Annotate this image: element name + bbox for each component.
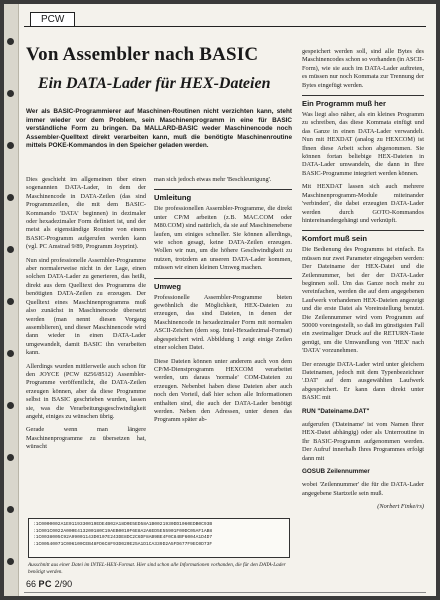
gosub-command: GOSUB Zeilennummer [302,468,370,476]
paragraph: man sich jedoch etwas mehr 'Beschleunigung'. [154,176,272,183]
paragraph: Die Bedienung des Programms ist einfach. Es müssen nur zwei Parameter eingegeben werden: Der Dateiname der HEX-Datei und die Zeilennummer, bei der der DATA-Lader beginnen soll. Um das Ganze noch mehr zu vereinfachen, werden die auf dem angegebenen Laufwerk vorhandenen HEX-Dateien angezeigt und die erste Datei als Voreinstellung benutzt. Die Zeilennummer wird vom Programm auf 50000 voreingestellt, so daß im günstigsten Fall ein zweimaliger Druck auf die RETURN-Taste genügt, um die Umwandlung von 'HEX' nach 'DATA' vorzunehmen. [302,246,424,355]
footer-rule [24,592,426,593]
paragraph: Die professionellen Assembler-Programme, die direkt unter CP/M arbeiten (z.B. MAC.COM oder M80.COM) sind natürlich, da sie auf Maschinenebene laufen, um einiges schneller. Sie können allerdings, wie schon gesagt, keine DATA-Zeilen erzeugen. Wollen wir nun, um die höhere Geschwindigkeit zu nutzen, trotzdem an unseren DATA-Lader kommen, müssen wir einen kleinen Umweg machen. [154,205,292,272]
paragraph: Professionelle Assembler-Programme bieten gewöhnlich die Möglichkeit, HEX-Dateien zu erzeugen, das sind Dateien, in denen der Maschinencode in hexadezimaler Form mit normalen ASCII-Zeichen (dem sog. Intel-Hexadezimal-Format) abgespeichert wird. Abbildung 1 zeigt einige Zeilen einer solchen Datei. [154,293,292,352]
column-3 [302,48,424,517]
section-heading-umweg: Umweg [154,278,292,291]
paragraph: Gerade wenn man längere Maschinenprogramme zu übersetzen hat, wünscht [26,426,146,451]
hex-listing-figure [28,518,290,558]
paragraph: Nun sind professionelle Assembler-Programme aber normalerweise nicht in der Lage, einen solchen DATA-Lader zu generieren, das heißt, direkt aus dem Quelltext des Programms die benötigten DATA-Zeilen zu erzeugen. Der Quelltext eines Maschinenprogramms muß also zunächst in Maschinencode übersetzt werden (man nennt diesen Vorgang assemblieren), und dieser Maschinencode wird dann wieder in einen DATA-Lader umgewandelt, damit BASIC ihn verarbeiten kann. [26,256,146,357]
running-header [24,12,426,27]
run-command: RUN "Dateiname.DAT" [302,407,370,415]
paragraph: Was liegt also näher, als ein kleines Programm zu schreiben, das diese Kommata einfügt und das Ganze in einen DATA-Lader verwandelt. Nun mit HEXDAT (analog zu HEXCOM) ist Ihnen diese Arbeit schon abgenommen. Sie können fortan beliebige HEX-Dateien in DATA-Lader umwandeln, die dann in Ihre BASIC-Programme integriert werden können. [302,111,424,177]
article-lead: Wer als BASIC-Programmierer auf Maschinen-Routinen nicht verzichten kann, steht immer wieder vor dem Problem, sein Maschinenprogramm in eine für BASIC verständliche Form zu bringen. Da MALLARD-BASIC weder Maschinencode noch Assembler-Quelltext direkt verarbeiten kann, muß die benötigte Maschinenroutine mittels POKE-Kommandos in den Speicher geladen werden. [26,108,292,150]
column-1 [26,176,146,457]
section-tab: PCW [30,12,75,26]
hex-line: :1C0038005C92A99001143D0107E243DE8DC2C6DF8AB9BE4F0C84BF6004A1D4D7 [33,535,213,541]
paragraph: wobei 'Zeilennummer' die für die DATA-Lader angegebene Startzeile sein muß. [302,481,424,497]
binding-strip [4,4,19,596]
paragraph: Der erzeugte DATA-Lader wird unter gleichem Dateinamen, jedoch mit dem Typenbezeichner '.DAT' auf dem ausgewählten Laufwerk abgespeichert. Er kann dann direkt unter BASIC mit [302,360,424,402]
issue-number: 2/90 [54,579,73,589]
page-number: 66 [26,579,37,589]
paragraph: Allerdings wurden mittlerweile auch schon für den JOYCE (PCW 8256/8512) Assembler-Programme veröffentlicht, die DATA-Zeilen erzeugen können, aber da diese Programme selbst in BASIC geschrieben wurden, lassen sie, was die Verarbeitungsgeschwindigkeit angeht, einiges zu wünschen übrig. [26,362,146,420]
hex-line: :1C00540071C006100CEB48FD6C8F93D020E25A1D1CA339D2A5FD677F9EC0D73F [33,541,213,547]
section-heading-komfort: Komfort muß sein [302,230,424,243]
magazine-logo: PC [38,579,53,589]
paragraph: aufgerufen ('Dateiname' ist vom Namen Ihrer HEX-Datei abhängig) oder als Unterroutine in Ihr BASIC-Programm aufgenommen werden. Der Aufruf innerhalb Ihres Programmes erfolgt dann mit [302,421,424,462]
article-title: Von Assembler nach BASIC [26,44,259,65]
article-subtitle: Ein DATA-Lader für HEX-Dateien [38,75,271,92]
paragraph: Dies geschieht im allgemeinen über einen sogenannten DATA-Lader, in dem der Maschinencode in DATA-Zeilen (das sind Programmzeilen, die mit dem BASIC-Kommando 'DATA' beginnen) in dezimaler oder hexadezimaler Form definiert ist, und der meist als eigenständige Routine von einem BASIC-Programm aufgerufen werden kann (vgl. PC Amstrad 9/89, Programm Joyprint). [26,176,146,251]
magazine-page [4,4,436,596]
hex-line: :1C0000002A1E0119330019EDE4B02A18D0E5ED58A1B0021930DD1060EDB0C93B [33,522,213,527]
section-heading-programm: Ein Programm muß her [302,95,424,108]
author-signature: (Norbert Finke/rs) [377,503,424,511]
hex-line: :1C001C0022A000E413200180C19AEB0010F6E8A2A6ED5E55901F00DC05AF1AB8 [33,528,213,534]
section-heading-umleitung: Umleitung [154,189,292,202]
paragraph: Mit HEXDAT lassen sich auch mehrere Maschinenprogramm-Module miteinander 'verbinden', die dabei erzeugten DATA-Lader werden durch GOTO-Kommandos hintereinandergehängt und verknüpft. [302,183,424,224]
page-footer [26,578,146,590]
figure-caption: Ausschnitt aus einer Datei im INTEL-HEX-Format. Hier sind schon alle Informationen vorhanden, die für den DATA-Lader benötigt werden. [28,562,286,575]
paragraph: gespeichert werden soll, sind alle Bytes des Maschinencodes schon so vorhanden (in ASCII-Form), wie sie auch im DATA-Lader auftreten, es müssen nur noch Kommata zur Trennung der Bytes eingefügt werden. [302,48,424,89]
paragraph: Diese Dateien können unter anderem auch von dem CP/M-Dienstprogramm HEXCOM verarbeitet werden, um daraus 'normale' COM-Dateien zu erzeugen. Nebenbei haben diese Dateien aber auch noch den Vorteil, daß hier schon alle Informationen enthalten sind, die auch der DATA-Lader benötigt werden. Neben den Adressen, unter denen das Programm später ab- [154,357,292,424]
column-2 [154,176,292,430]
